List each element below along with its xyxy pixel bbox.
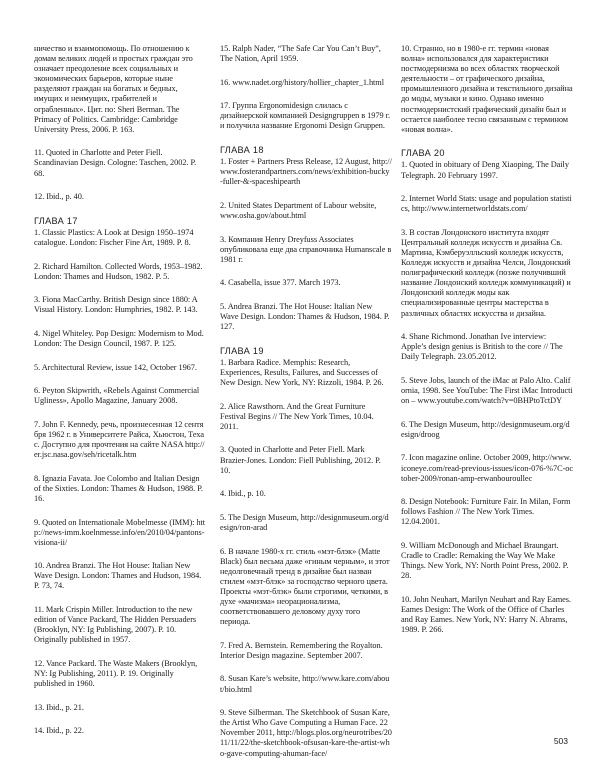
endnote: 8. Design Notebook: Furniture Fair. In Milan, Form follows Fashion // The New York Times. 12.04.2001.	[401, 497, 571, 527]
chapter-heading: ГЛАВА 19	[220, 345, 264, 356]
endnote: 12. Vance Packard. The Waste Makers (Brooklyn, NY: Ig Publishing, 2011). P. 19. Originally published in 1960.	[34, 658, 198, 689]
endnote: 10. Странно, но в 1980-е гг. термин «новая волна» использовался для характеристики постмодернизма во всех областях творческой деятельности – от графического дизайна, промышленного дизайна и текстильного дизайна до моды, музыки и кино. Однако именно постмодернистский графический дизайн был и остается наиболее тесно связанным с термином «новая волна».	[401, 44, 573, 134]
endnote: 16. www.nadet.org/history/hollier_chapter_1.html	[220, 77, 384, 87]
endnote: 9. William McDonough and Michael Braungart. Cradle to Cradle: Remaking the Way We Make Things. New York, NY: North Point Press, 2002. P. 28.	[401, 540, 569, 581]
endnote: ничество и взаимопомощь. По отношению к домам великих людей и простых граждан это означает преодоление всех социальных и экономических барьеров, которые ныне разделяют граждан на богатых и бедных, имущих и неимущих, грабителей и ограбленных». Цит. по: Sheri Berman. The Primacy of Politics. Cambridge: Cambridge University Press, 2006. P. 163.	[34, 44, 193, 134]
notes-column-middle	[220, 44, 392, 772]
endnote: 14. Ibid., p. 22.	[34, 726, 84, 736]
endnote: 4. Ibid., p. 10.	[220, 489, 266, 499]
endnote: 6. Peyton Skipwrith, «Rebels Against Commercial Ugliness», Apollo Magazine, January 2008.	[34, 386, 200, 406]
endnote: 6. The Design Museum, http://designmuseum.org/design/droog	[401, 419, 570, 439]
notes-column-right	[401, 44, 573, 649]
endnote: 9. Quoted on Internationale Mobelmesse (IMM): http://news-imm.koelnmesse.info/en/2010/04/pantons-visiona-ii/	[34, 517, 206, 547]
endnote: 10. Andrea Branzi. The Hot House: Italian New Wave Design. London: Thames and Hudson, 1984. P. 73, 74.	[34, 561, 202, 591]
endnote: 8. Ignazia Favata. Joe Colombo and Italian Design of the Sixties. London: Thames & Hudson, 1988. P. 16.	[34, 473, 203, 503]
page-number: 503	[553, 736, 568, 746]
endnote: 4. Nigel Whiteley. Pop Design: Modernism to Mod. London: The Design Council, 1987. P. 125.	[34, 328, 204, 348]
endnote: 2. Richard Hamilton. Collected Words, 1953–1982. London: Thames and Hudson, 1982. P. 5.	[34, 261, 203, 281]
endnote: 5. Steve Jobs, launch of the iMac at Palo Alto. California, 1998. See YouTube: The First iMac Introduction – www.youtube.com/watch?v=0BHPtoTctDY	[401, 375, 573, 406]
endnote: 1. Barbara Radice. Memphis: Research, Experiences, Results, Failures, and Successes of New Design. New York, NY: Rizzoli, 1984. P. 26.	[220, 357, 384, 388]
endnote: 2. Alice Rawsthorn. And the Great Furniture Festival Begins // The New York Times, 10.04. 2011.	[220, 401, 374, 431]
endnote: 8. Susan Kare’s website, http://www.kare.com/about/bio.html	[220, 674, 390, 694]
endnote: 2. United States Department of Labour website, www.osha.gov/about.html	[220, 200, 377, 221]
endnote: 5. Architectural Review, issue 142, October 1967.	[34, 362, 197, 372]
endnote: 1. Classic Plastics: A Look at Design 1950–1974 catalogue. London: Fischer Fine Art, 1989. P. 8.	[34, 227, 194, 247]
endnote: 11. Mark Crispin Miller. Introduction to the new edition of Vance Packard, The Hidden Persuaders (Brooklyn, NY: Ig Publishing, 2007). P. 10. Originally published in 1957.	[34, 605, 197, 645]
endnote: 1. Quoted in obituary of Deng Xiaoping, The Daily Telegraph. 20 February 1997.	[401, 160, 569, 180]
chapter-heading: ГЛАВА 18	[220, 145, 264, 156]
endnote: 7. Fred A. Bernstein. Remembering the Royalton. Interior Design magazine. September 2007.	[220, 640, 383, 660]
chapter-heading: ГЛАВА 20	[401, 148, 445, 159]
endnote: 4. Casabella, issue 377. March 1973.	[220, 278, 341, 288]
endnote: 3. В состав Лондонского института входят Центральный колледж искусств и дизайна Св. Мартина, Кэмберуэлльский колледж искусств, Колледж искусств и дизайна Челси, Лондонский полиграфический колледж (позже получивший название Лондонский колледж коммуникаций) и Лондонский колледж моды как специализированные центры мастерства в различных областях искусства и дизайна.	[401, 227, 571, 318]
endnote: 3. Компания Henry Dreyfuss Associates опубликовала еще два справочника Humanscale в 1981 г.	[220, 234, 392, 264]
endnote: 1. Foster + Partners Press Release, 12 August, http://www.fosterandpartners.com/news/exhibition-bucky-fuller-&-spaceshipearth	[220, 157, 392, 187]
endnote: 10. John Neuhart, Marilyn Neuhart and Ray Eames. Eames Design: The Work of the Office of Charles and Ray Eames. New York, NY: Harry N. Abrams, 1989. P. 266.	[401, 594, 571, 635]
endnote: 4. Shane Richmond. Jonathan Ive interview: Apple’s design genius is British to the core // The Daily Telegraph. 23.05.2012.	[401, 332, 563, 362]
endnote: 9. Steve Silberman. The Sketchbook of Susan Kare, the Artist Who Gave Computing a Human Face. 22 November 2011, http://blogs.plos.org/neurotribes/2011/11/22/the-sketchbook-ofsusan-kare-the-artist-who-gave-computing-ahuman-face/	[220, 708, 392, 758]
endnote: 17. Группа Ergonomidesign слилась с дизайнерской компанией Designgruppen в 1979 г. и получила название Ergonomi Design Gruppen.	[220, 101, 391, 131]
endnote: 3. Fiona MacCarthy. British Design since 1880: A Visual History. London: Humphries, 1982. P. 143.	[34, 295, 198, 315]
endnote: 5. The Design Museum, http://designmuseum.org/design/ron-arad	[220, 512, 389, 532]
endnote: 6. В начале 1980-х гг. стиль «мэт-блэк» (Matte Black) был весьма даже «гиным черным», и этот недолговечный тренд в дизайне был назван стилем «мэт-блэк» за господство черного цвета. Проекты «мэт-блэк» были строгими, четкими, в духе «мачизма» неорационализма, соответствовавшего деловому духу того периода.	[220, 546, 390, 627]
chapter-heading: ГЛАВА 17	[34, 215, 78, 226]
endnote: 15. Ralph Nader, “The Safe Car You Can’t Buy”, The Nation, April 1959.	[220, 44, 381, 64]
endnote: 11. Quoted in Charlotte and Peter Fiell. Scandinavian Design. Cologne: Taschen, 2002. P. 68.	[34, 148, 197, 178]
endnote: 7. John F. Kennedy, речь, произнесенная 12 сентября 1962 г. в Университете Райса, Хьюстон, Техас. Доступно для прочтения на сайте NASA http://er.jsc.nasa.gov/seh/ricetalk.htm	[34, 419, 205, 460]
endnote: 7. Icon magazine online. October 2009, http://www.iconeye.com/read-previous-issues/icon-076-%7C-october-2009/ronan-amp-erwanbouroullec	[401, 453, 574, 483]
endnote: 13. Ibid., p. 21.	[34, 702, 84, 712]
endnote: 2. Internet World Stats: usage and population statistics, http://www.internetworldstats.com/	[401, 194, 572, 214]
endnote: 3. Quoted in Charlotte and Peter Fiell. Mark Brazier-Jones. London: Fiell Publishing, 2012. P. 10.	[220, 445, 381, 475]
endnote: 12. Ibid., p. 40.	[34, 192, 84, 202]
endnote: 5. Andrea Branzi. The Hot House: Italian New Wave Design. London: Thames & Hudson, 1984. P. 127.	[220, 302, 390, 332]
notes-column-left	[34, 44, 206, 750]
